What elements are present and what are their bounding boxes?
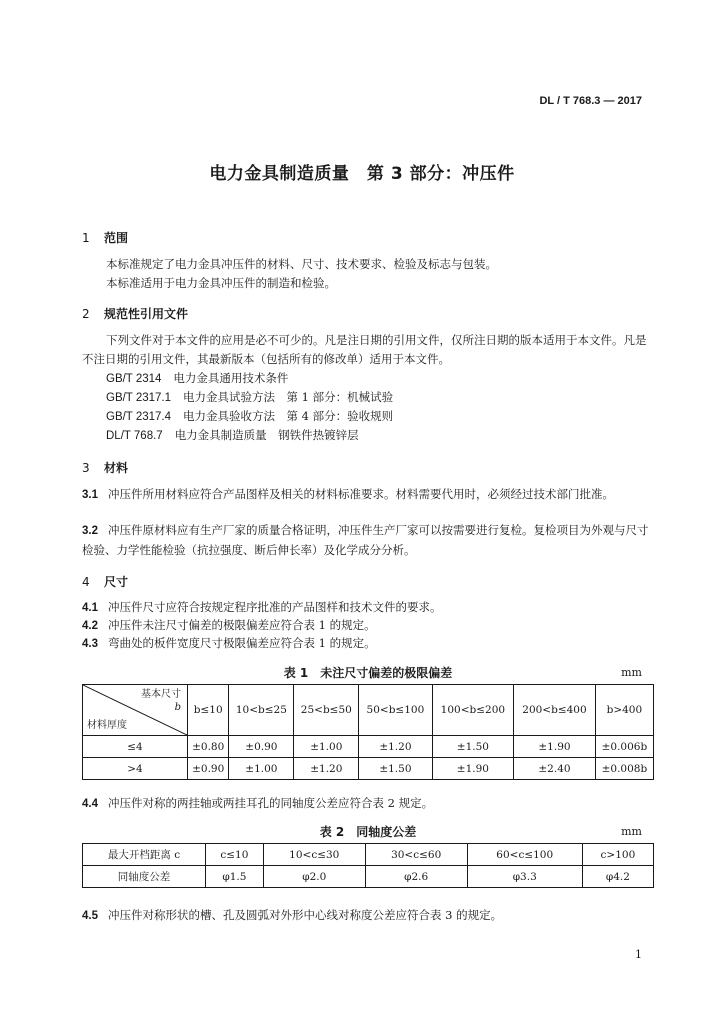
column-header: 25<b≤50 <box>294 685 359 736</box>
section-number: 2 <box>82 307 90 321</box>
table-cell: ±0.90 <box>188 758 229 780</box>
column-header: 30<c≤60 <box>365 844 467 866</box>
column-header: 10<c≤30 <box>263 844 365 866</box>
column-header: 10<b≤25 <box>229 685 294 736</box>
column-header: b≤10 <box>188 685 229 736</box>
section-title: 材料 <box>104 461 129 475</box>
table-1-caption: 表 1 未注尺寸偏差的极限偏差 <box>283 666 453 680</box>
section-number: 1 <box>82 231 90 245</box>
clause-4-4 <box>82 794 654 814</box>
table-corner-cell <box>83 685 188 736</box>
section-title: 范围 <box>104 231 129 245</box>
section-number: 3 <box>82 461 90 475</box>
clause-text: 冲压件对称形状的槽、孔及圆弧对外形中心线对称度公差应符合表 3 的规定。 <box>108 908 503 922</box>
reference-name: 电力金具验收方法 第 4 部分：验收规则 <box>183 409 394 423</box>
section-number: 4 <box>82 575 90 589</box>
page-number: 1 <box>635 948 642 961</box>
clause-3-1 <box>82 485 654 505</box>
table-row <box>83 758 654 780</box>
table-cell: ±1.20 <box>359 736 432 758</box>
reference-code: GB/T 2314 <box>106 373 162 385</box>
clause-number: 4.5 <box>82 910 98 922</box>
clause-text: 冲压件对称的两挂轴或两挂耳孔的同轴度公差应符合表 2 规定。 <box>108 796 434 810</box>
table-header-row <box>83 844 654 866</box>
table-cell: ±1.50 <box>359 758 432 780</box>
table-cell: ±0.006b <box>595 736 653 758</box>
column-header: c≤10 <box>206 844 264 866</box>
table-cell: ±1.00 <box>229 758 294 780</box>
table-cell: ±1.90 <box>432 758 514 780</box>
reference-code: GB/T 2317.1 <box>106 392 171 404</box>
clause-number: 4.1 <box>82 602 98 614</box>
section-2-heading <box>82 305 188 322</box>
section-4-heading <box>82 573 128 590</box>
reference-item <box>106 407 393 427</box>
column-header: c>100 <box>582 844 653 866</box>
table-cell: ±1.00 <box>294 736 359 758</box>
column-header: 200<b≤400 <box>514 685 596 736</box>
table-1 <box>82 684 654 780</box>
column-header: b>400 <box>595 685 653 736</box>
table-row <box>83 736 654 758</box>
paragraph: 下列文件对于本文件的应用是必不可少的。凡是注日期的引用文件，仅所注日期的版本适用于本文件。凡是不注日期的引用文件，其最新版本（包括所有的修改单）适用于本文件。 <box>82 333 647 366</box>
clause-4-1 <box>82 598 654 618</box>
reference-code: GB/T 2317.4 <box>106 411 171 423</box>
clause-text: 冲压件尺寸应符合按规定程序批准的产品图样和技术文件的要求。 <box>108 600 442 614</box>
clause-number: 4.2 <box>82 620 98 632</box>
corner-bottom-label: 材料厚度 <box>87 720 127 731</box>
table-cell: ±0.90 <box>229 736 294 758</box>
paragraph: 本标准适用于电力金具冲压件的制造和检验。 <box>106 276 336 290</box>
column-header: 50<b≤100 <box>359 685 432 736</box>
reference-item <box>106 369 288 389</box>
table-cell: ±0.80 <box>188 736 229 758</box>
reference-name: 电力金具通用技术条件 <box>173 371 289 385</box>
clause-text: 弯曲处的板件宽度尺寸极限偏差应符合表 1 的规定。 <box>108 636 376 650</box>
section-title: 尺寸 <box>104 575 129 589</box>
reference-name: 电力金具制造质量 钢铁件热镀锌层 <box>174 428 359 442</box>
corner-top-label: 基本尺寸 b <box>141 689 181 713</box>
table-1-unit: mm <box>621 666 642 679</box>
row-label: 同轴度公差 <box>83 866 206 888</box>
clause-number: 4.4 <box>82 798 98 810</box>
clause-4-3 <box>82 634 654 654</box>
clause-4-5 <box>82 906 654 926</box>
clause-number: 4.3 <box>82 638 98 650</box>
document-title: 电力金具制造质量 第 3 部分：冲压件 <box>209 164 515 184</box>
clause-4-2 <box>82 616 654 636</box>
reference-item <box>106 426 359 446</box>
clause-text: 冲压件所用材料应符合产品图样及相关的材料标准要求。材料需要代用时，必须经过技术部门批准。 <box>108 487 614 501</box>
reference-code: DL/T 768.7 <box>106 430 163 442</box>
clause-text: 冲压件原材料应有生产厂家的质量合格证明，冲压件生产厂家可以按需要进行复检。复检项目为外观与尺寸检验、力学性能检验（抗拉强度、断后伸长率）及化学成分分析。 <box>82 523 649 557</box>
clause-number: 3.1 <box>82 489 98 501</box>
clause-text: 冲压件未注尺寸偏差的极限偏差应符合表 1 的规定。 <box>108 618 376 632</box>
clause-number: 3.2 <box>82 525 98 537</box>
section-title: 规范性引用文件 <box>104 307 189 321</box>
row-label: ≤4 <box>83 736 188 758</box>
table-cell: φ4.2 <box>582 866 653 888</box>
table-cell: ±1.20 <box>294 758 359 780</box>
table-2-unit: mm <box>621 825 642 838</box>
table-cell: ±0.008b <box>595 758 653 780</box>
paragraph: 本标准规定了电力金具冲压件的材料、尺寸、技术要求、检验及标志与包装。 <box>106 257 497 271</box>
row-label: 最大开档距离 c <box>83 844 206 866</box>
clause-3-2 <box>82 521 654 560</box>
document-code: DL / T 768.3 — 2017 <box>539 95 642 107</box>
table-cell: ±1.50 <box>432 736 514 758</box>
table-cell: φ2.6 <box>365 866 467 888</box>
table-2 <box>82 843 654 888</box>
table-row <box>83 866 654 888</box>
row-label: >4 <box>83 758 188 780</box>
reference-item <box>106 388 393 408</box>
table-2-caption: 表 2 同轴度公差 <box>319 825 417 839</box>
table-cell: ±2.40 <box>514 758 596 780</box>
table-cell: φ3.3 <box>467 866 582 888</box>
table-cell: φ1.5 <box>206 866 264 888</box>
table-header-row <box>83 685 654 736</box>
section-1-heading <box>82 229 128 246</box>
reference-name: 电力金具试验方法 第 1 部分：机械试验 <box>183 390 394 404</box>
table-cell: ±1.90 <box>514 736 596 758</box>
table-cell: φ2.0 <box>263 866 365 888</box>
column-header: 60<c≤100 <box>467 844 582 866</box>
column-header: 100<b≤200 <box>432 685 514 736</box>
section-3-heading <box>82 459 128 476</box>
